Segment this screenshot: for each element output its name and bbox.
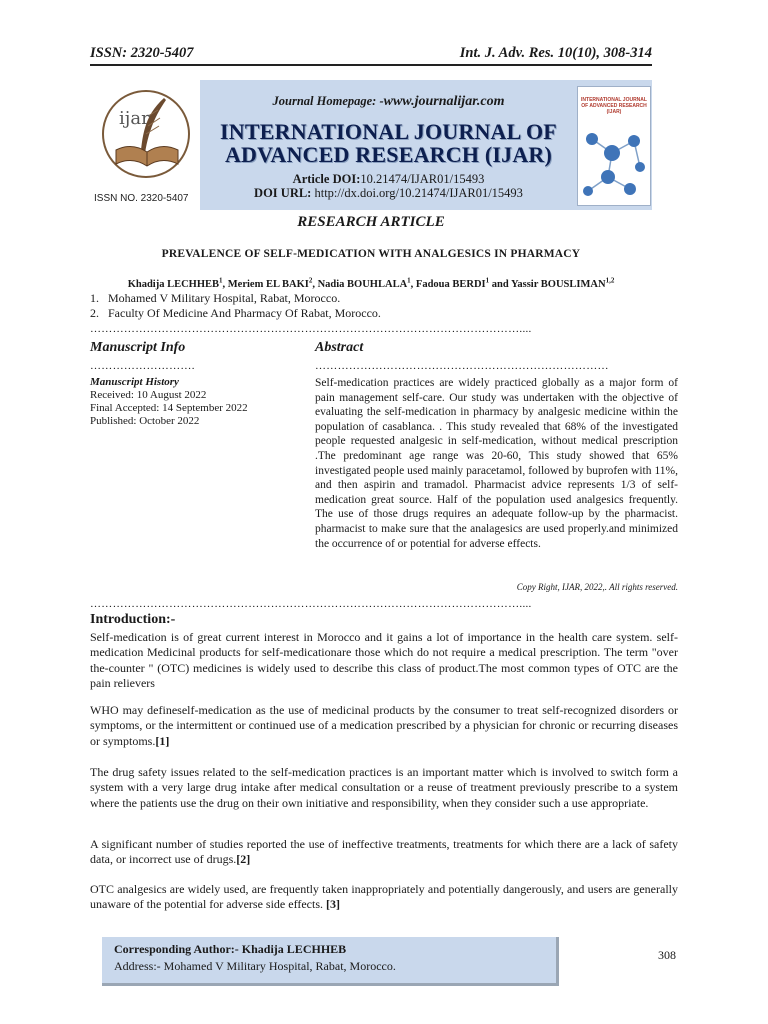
logo-text: ijar <box>119 108 150 129</box>
doi-label: Article DOI: <box>292 172 361 186</box>
journal-homepage <box>200 94 577 110</box>
logo-issn: ISSN NO. 2320-5407 <box>94 193 189 204</box>
homepage-label: Journal Homepage: - <box>272 94 384 108</box>
header-rule <box>90 64 652 66</box>
cover-title: INTERNATIONAL JOURNAL OF ADVANCED RESEARCH (IJAR) <box>581 97 647 115</box>
journal-title <box>200 120 577 166</box>
manuscript-history-label: Manuscript History <box>90 376 179 388</box>
intro-paragraph: Self-medication is of great current interest in Morocco and it gains a lot of importance in the health care system. self-medication Medicinal products for self-medicationare those which do not require a medical prescription. The term "over the-counter " (OTC) medicines is widely used to describe this class of product.The most common types of OTC are the pain relievers <box>90 630 678 691</box>
intro-paragraph: OTC analgesics are widely used, are frequently taken inappropriately and potentially dangerously, and users are generally unaware of the potential for adverse side effects. [3] <box>90 882 678 912</box>
affiliation-1: 1. Mohamed V Military Hospital, Rabat, Morocco. <box>90 291 341 305</box>
journal-title-line1: INTERNATIONAL JOURNAL OF <box>220 119 557 144</box>
citation-header: Int. J. Adv. Res. 10(10), 308-314 <box>459 45 652 61</box>
doi-block <box>200 172 577 200</box>
abstract-text: Self-medication practices are widely practiced globally as a major form of pain management self-care. Our study was undertaken with the objective of evaluating the self-medication in pharmacy by analgesic medicine within the population of casablanca. . This study revealed that 68% of the investigated people requested analgesic in self-medication, without medical prescription .The predominant age range was 20-60, This study showed that 65% investigated people used mainly paracetamol, followed by buprofen with 11%, and then aspirin and tramadol. Pharmacist advice represents 1/3 of self-medication great source. Half of the population used analgesics frequently. The use of those drugs requires an adequate follow-up by the pharmacist. pharmacist to make sure that the analagesics are used properly.and minimized the occurrence of or potential for adverse effects. <box>315 377 678 550</box>
doi-value: 10.21474/IJAR01/15493 <box>360 172 485 186</box>
author: Nadia BOUHLALA$^1$, <box>317 276 416 290</box>
issn-header: ISSN: 2320-5407 <box>90 45 194 61</box>
page-number: 308 <box>658 948 676 962</box>
author: Meriem EL BAKI$^2$, <box>227 276 318 290</box>
corresponding-address: Address:- Mohamed V Military Hospital, Rabat, Morocco. <box>114 959 396 973</box>
intro-paragraph: WHO may defineself-medication as the use of medicinal products by the consumer to treat self-recognized disorders or symptoms, or the intermittent or continued use of a medication prescribed by a physician for chronic or recurring diseases or symptoms.[1] <box>90 703 678 748</box>
journal-banner <box>90 80 652 210</box>
affiliation-2: 2. Faculty Of Medicine And Pharmacy Of Rabat, Morocco. <box>90 306 381 320</box>
separator-dots: ………………………. <box>90 360 195 372</box>
intro-paragraph: The drug safety issues related to the self-medication practices is an important matter which is involved to switch form a system with a very large drug intake after medical consultation or a reuse of treatment previously prescribe to a system where the patients use the drug on their own initiative and responsibility, when they consider such a use appropriate. <box>90 765 678 810</box>
introduction-heading: Introduction:- <box>90 612 176 627</box>
author: Fadoua BERDI$^1$ and <box>415 276 511 290</box>
citation-ref: [1] <box>155 733 170 748</box>
doi-url[interactable]: http://dx.doi.org/10.21474/IJAR01/15493 <box>314 186 523 200</box>
manuscript-info-heading: Manuscript Info <box>90 340 186 355</box>
corresponding-author-box <box>102 937 559 986</box>
journal-cover-thumbnail <box>577 86 651 206</box>
author-list <box>90 276 652 290</box>
citation-ref: [3] <box>326 897 341 912</box>
corresponding-author: Corresponding Author:- Khadija LECHHEB <box>114 942 347 956</box>
published-date: Published: October 2022 <box>90 415 200 427</box>
intro-paragraph: A significant number of studies reported the use of ineffective treatments, treatments for which there are a lack of safety data, or incorrect use of drugs.[2] <box>90 837 678 867</box>
book-icon <box>112 140 182 170</box>
received-date: Received: 10 August 2022 <box>90 389 207 401</box>
separator-dots: …………………………………………………………………… <box>315 360 609 372</box>
abstract-heading: Abstract <box>315 340 364 355</box>
doi-url-label: DOI URL: <box>254 186 312 200</box>
article-type: RESEARCH ARTICLE <box>297 214 445 230</box>
copyright-notice: Copy Right, IJAR, 2022,. All rights reserved. <box>516 582 678 592</box>
citation-ref: [2] <box>236 852 251 867</box>
journal-title-line2: ADVANCED RESEARCH (IJAR) <box>224 142 553 167</box>
separator-dots: …………………………………………………………………………………………………….... <box>90 323 532 335</box>
author: Khadija LECHHEB$^1$, <box>127 276 228 290</box>
accepted-date: Final Accepted: 14 September 2022 <box>90 402 248 414</box>
homepage-url[interactable]: www.journalijar.com <box>383 94 505 109</box>
author: Yassir BOUSLIMAN$^{1,2}$ <box>510 276 615 290</box>
molecule-icon <box>578 117 650 205</box>
separator-dots: …………………………………………………………………………………………………….... <box>90 598 532 610</box>
journal-logo <box>90 80 200 210</box>
article-title: PREVALENCE OF SELF-MEDICATION WITH ANALGESICS IN PHARMACY <box>161 248 581 260</box>
